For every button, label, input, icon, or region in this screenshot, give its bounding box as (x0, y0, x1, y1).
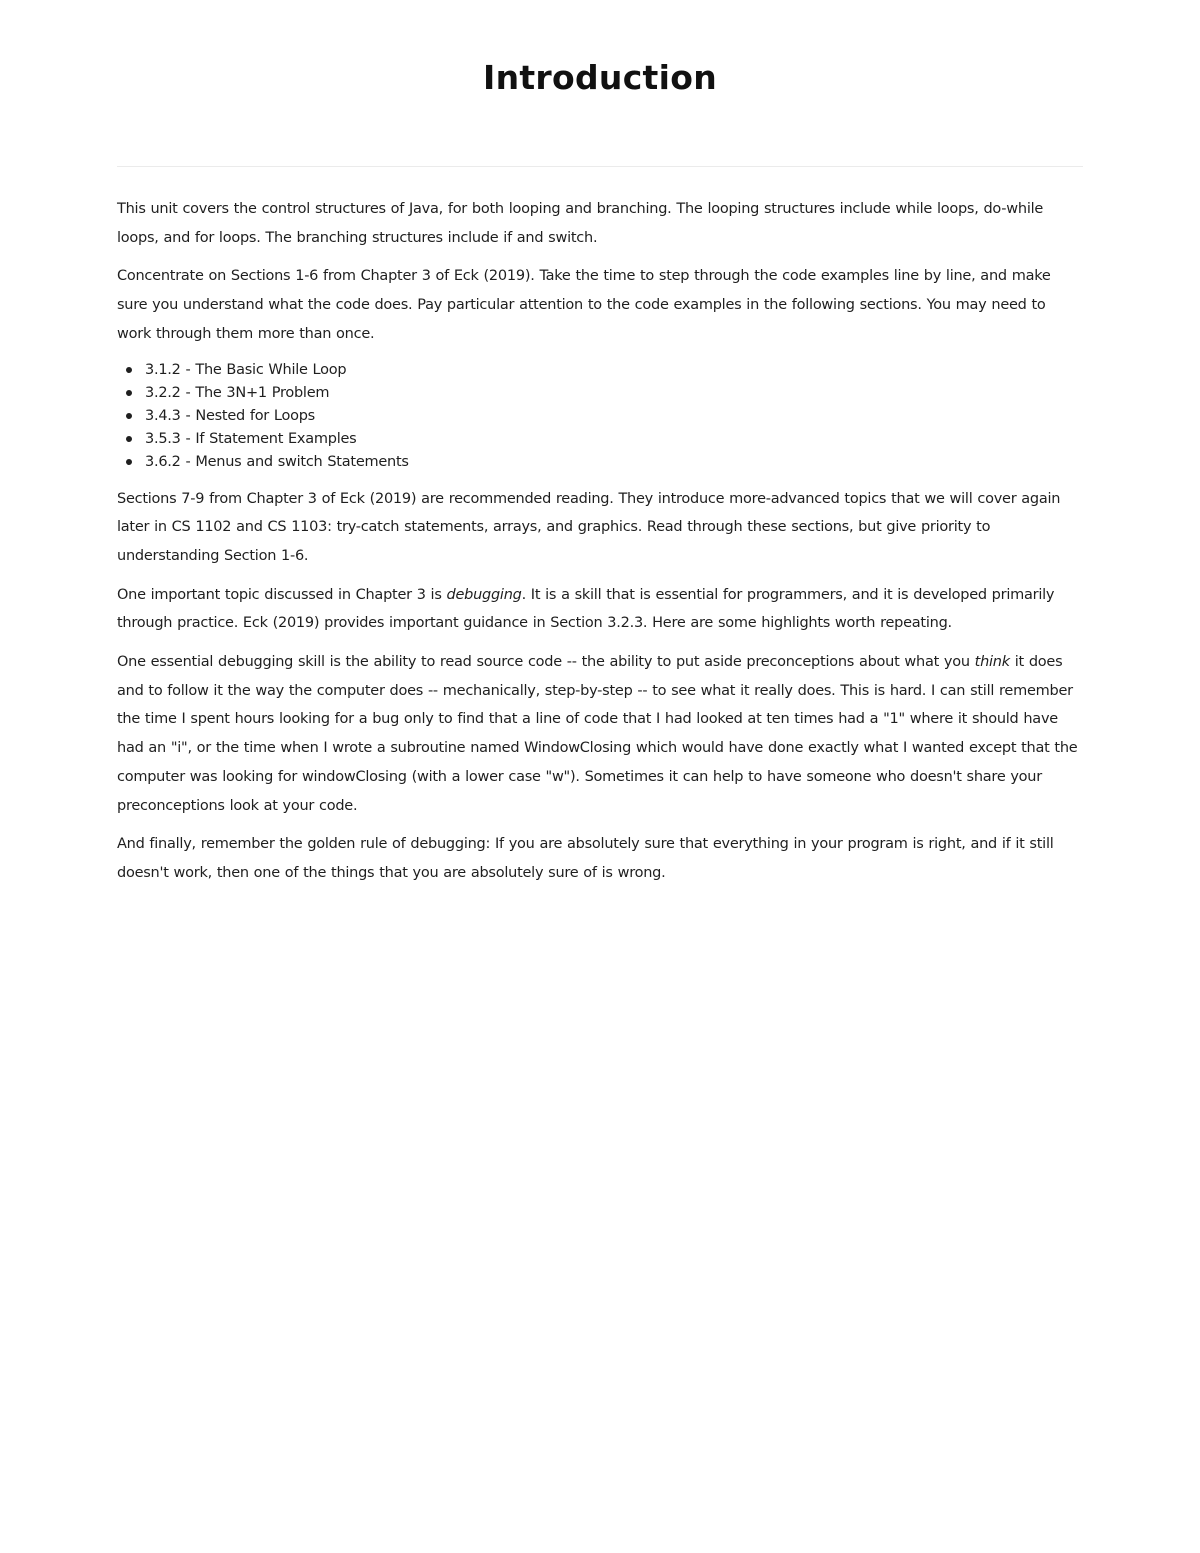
list-item (117, 382, 1083, 405)
list-item (117, 451, 1083, 474)
debugging-emphasis: debugging (446, 586, 522, 603)
debugging-text-end: . It is a skill that is essential for programmers, and it is developed primarily through practice. Eck (2019) provides important guidance in Section 3.2.3. Here are some highlights worth repeating. (117, 586, 1055, 632)
list-item (117, 359, 1083, 382)
bullet-icon (126, 459, 132, 465)
intro-paragraph: This unit covers the control structures of Java, for both looping and branching. The looping structures include while loops, do-while loops, and for loops. The branching structures include if and switch. (117, 201, 1044, 246)
golden-rule-paragraph: And finally, remember the golden rule of debugging: If you are absolutely sure that everything in your program is right, and if it still doesn't work, then one of the things that you are absolutely sure of is wrong. (117, 836, 1054, 881)
bullet-icon (126, 413, 132, 419)
recommended-reading-paragraph: Sections 7-9 from Chapter 3 of Eck (2019) are recommended reading. They introduce more-advanced topics that we will cover again later in CS 1102 and CS 1103: try-catch statements, arrays, and graphics. Read through these sections, but give priority to understanding Section 1-6. (117, 490, 1061, 564)
bullet-icon (126, 390, 132, 396)
skill-text-end: it does and to follow it the way the computer does -- mechanically, step-by-step -- to see what it really does. This is hard. I can still remember the time I spent hours looking for a bug only to find that a line of code that I had looked at ten times had a "1" where it should have had an "i", or the time when I wrote a subroutine named WindowClosing which would have done exactly what I wanted except that the computer was looking for windowClosing (with a lower case "w"). Sometimes it can help to have someone who doesn't share your preconceptions look at your code. (117, 654, 1078, 814)
skill-text-start: One essential debugging skill is the ability to read source code -- the ability to put aside preconceptions about what you (117, 654, 975, 671)
page-title: Introduction (482, 58, 718, 97)
list-item-label: 3.6.2 - Menus and switch Statements (145, 453, 409, 470)
bullet-icon (126, 367, 132, 373)
skill-emphasis: think (974, 654, 1010, 671)
document-body (117, 195, 1083, 888)
list-item-label: 3.5.3 - If Statement Examples (145, 430, 357, 447)
title-divider (117, 166, 1083, 167)
list-item (117, 428, 1083, 451)
list-item-label: 3.2.2 - The 3N+1 Problem (145, 384, 330, 401)
topic-list (117, 359, 1083, 474)
debugging-paragraph (117, 581, 1083, 638)
debugging-text-start: One important topic discussed in Chapter 3 is (117, 586, 447, 603)
list-item-label: 3.4.3 - Nested for Loops (145, 407, 315, 424)
bullet-icon (126, 436, 132, 442)
list-item (117, 405, 1083, 428)
reading-paragraph: Concentrate on Sections 1-6 from Chapter 3 of Eck (2019). Take the time to step through the code examples line by line, and make sure you understand what the code does. Pay particular attention to the code examples in the following sections. You may need to work through them more than once. (117, 268, 1051, 342)
list-item-label: 3.1.2 - The Basic While Loop (145, 361, 347, 378)
document-page (117, 0, 1083, 898)
debugging-skill-paragraph (117, 648, 1083, 820)
